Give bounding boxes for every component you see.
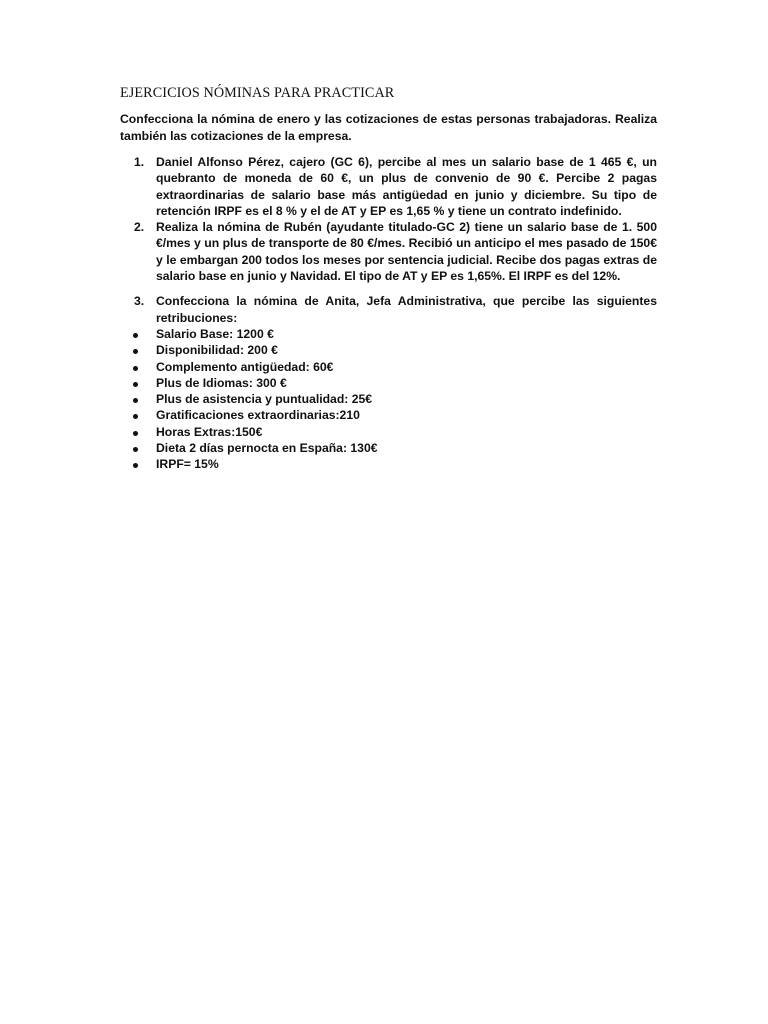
list-item bbox=[120, 326, 657, 342]
bullet-icon bbox=[133, 431, 138, 436]
exercise-text: Realiza la nómina de Rubén (ayudante titulado-GC 2) tiene un salario base de 1. 500 €/mes y un plus de transporte de 80 €/mes. Recibió un anticipo el mes pasado de 150€ y le embargan 200 todos los meses por sentencia judicial. Recibe dos pagas extras de salario base en junio y Navidad. El tipo de AT y EP es 1,65%. El IRPF es del 12%. bbox=[156, 220, 657, 284]
list-item bbox=[120, 342, 657, 358]
list-item-text: Complemento antigüedad: 60€ bbox=[156, 359, 334, 374]
list-item bbox=[120, 391, 657, 407]
list-item bbox=[120, 359, 657, 375]
exercise-number: 2. bbox=[134, 220, 145, 235]
list-item bbox=[120, 440, 657, 456]
exercise-text: Daniel Alfonso Pérez, cajero (GC 6), percibe al mes un salario base de 1 465 €, un quebranto de moneda de 60 €, un plus de convenio de 90 €. Percibe 2 pagas extraordinarias de salario base más antigüedad en junio y diciembre. Su tipo de retención IRPF es el 8 % y el de AT y EP es 1,65 % y tiene un contrato indefinido. bbox=[156, 155, 657, 218]
bullet-icon bbox=[133, 366, 138, 371]
intro-paragraph: Confecciona la nómina de enero y las cotizaciones de estas personas trabajadoras. Realiza también las cotizaciones de la empresa. bbox=[120, 112, 657, 143]
exercise-list bbox=[120, 154, 657, 326]
exercise-number: 3. bbox=[134, 294, 145, 309]
list-item-text: Gratificaciones extraordinarias:210 bbox=[156, 408, 360, 423]
list-item bbox=[120, 375, 657, 391]
bullet-icon bbox=[133, 447, 138, 452]
document-title: EJERCICIOS NÓMINAS PARA PRACTICAR bbox=[120, 85, 395, 101]
list-item bbox=[120, 407, 657, 423]
list-item-text: Plus de asistencia y puntualidad: 25€ bbox=[156, 392, 373, 407]
list-item-text: Horas Extras:150€ bbox=[156, 424, 263, 439]
bullet-icon bbox=[133, 463, 138, 468]
list-item-text: Plus de Idiomas: 300 € bbox=[156, 375, 287, 390]
bullet-icon bbox=[133, 349, 138, 354]
bullet-icon bbox=[133, 333, 138, 338]
exercise-number: 1. bbox=[134, 155, 145, 169]
list-item-text: Dieta 2 días pernocta en España: 130€ bbox=[156, 441, 378, 456]
list-item-text: IRPF= 15% bbox=[156, 457, 219, 472]
bullet-icon bbox=[133, 414, 138, 419]
document-content bbox=[120, 84, 657, 473]
exercise-item bbox=[120, 293, 657, 326]
bullet-icon bbox=[133, 382, 138, 387]
list-item bbox=[120, 424, 657, 440]
bullet-icon bbox=[133, 398, 138, 403]
retribution-list bbox=[120, 326, 657, 473]
list-item bbox=[120, 456, 657, 472]
list-item-text: Salario Base: 1200 € bbox=[156, 326, 274, 341]
exercise-text: Confecciona la nómina de Anita, Jefa Administrativa, que percibe las siguientes retribuciones: bbox=[156, 294, 657, 325]
list-item-text: Disponibilidad: 200 € bbox=[156, 343, 278, 358]
exercise-item bbox=[120, 154, 657, 219]
exercise-item bbox=[120, 219, 657, 284]
